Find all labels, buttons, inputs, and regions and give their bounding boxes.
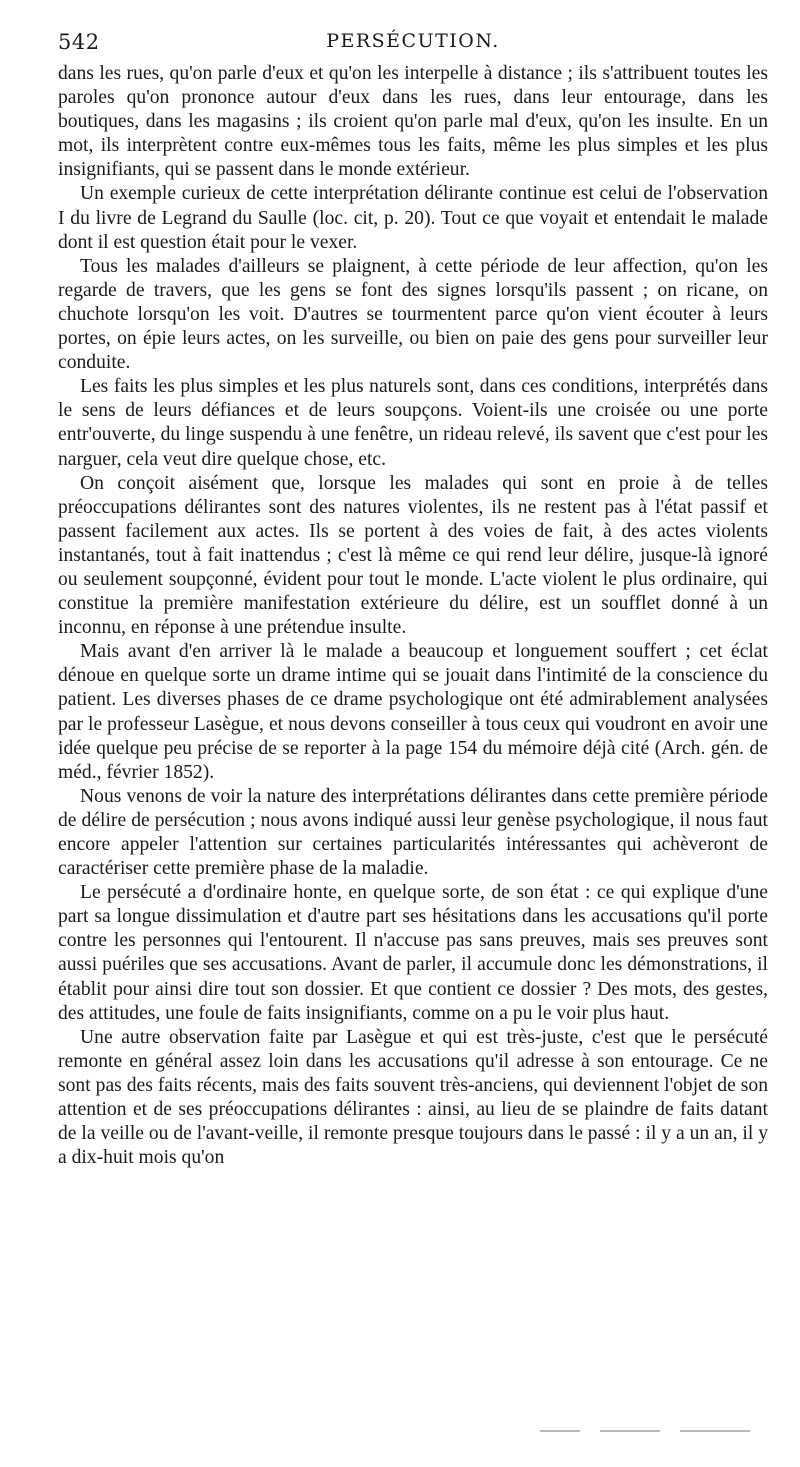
paragraph-9: Une autre observation faite par Lasègue et qui est très-juste, c'est que le persécuté remonte en général assez loin dans les accusations qu'il adresse à son entourage. Ce ne sont pas des faits récents, mais des faits souvent très-anciens, qui deviennent l'objet de son attention et de ses préoccupations délirantes : ainsi, au lieu de se plaindre de faits datant de la veille ou de l'avant-veille, il remonte presque toujours dans le passé : il y a un an, il y a dix-huit mois qu'on [58, 1026, 768, 1169]
paragraph-6: Mais avant d'en arriver là le malade a beaucoup et longuement souffert ; cet éclat dénoue en quelque sorte un drame intime qui se jouait dans l'intimité de la conscience du patient. Les diverses phases de ce drame psychologique ont été admirablement analysées par le professeur Lasègue, et nous devons conseiller à tous ceux qui voudront en avoir une idée quelque peu précise de se reporter à la page 154 du mémoire déjà cité (Arch. gén. de méd., février 1852). [58, 641, 768, 783]
body-text [58, 62, 768, 1170]
paragraph-2: Un exemple curieux de cette interprétation délirante continue est celui de l'observation I du livre de Legrand du Saulle (loc. cit, p. 20). Tout ce que voyait et entendait le malade dont il est question était pour le vexer. [58, 183, 768, 253]
bleed-through-marks [240, 1426, 760, 1438]
paragraph-5: On conçoit aisément que, lorsque les malades qui sont en proie à de telles préoccupations délirantes sont des natures violentes, ils ne restent pas à l'état passif et passent facilement aux actes. Ils se portent à des voies de fait, à des actes violents instantanés, tout à fait inattendus ; c'est là même ce qui rend leur délire, jusque-là ignoré ou seulement soupçonné, évident pour tout le monde. L'acte violent le plus ordinaire, qui constitue la première manifestation extérieure du délire, est un soufflet donné à un inconnu, en réponse à une prétendue insulte. [58, 472, 768, 639]
page-header [58, 30, 768, 58]
page-number: 542 [58, 30, 100, 54]
paragraph-7: Nous venons de voir la nature des interprétations délirantes dans cette première période de délire de persécution ; nous avons indiqué aussi leur genèse psychologique, il nous faut encore appeler l'attention sur certaines particularités intéressantes qui achèveront de caractériser cette première phase de la maladie. [58, 785, 768, 880]
paragraph-3: Tous les malades d'ailleurs se plaignent, à cette période de leur affection, qu'on les regarde de travers, que les gens se font des signes lorsqu'ils passent ; on ricane, on chuchote lorsqu'on les voit. D'autres se tourmentent parce qu'on vient écouter à leurs portes, on épie leurs actes, on les surveille, ou bien on paie des gens pour surveiller leur conduite. [58, 255, 768, 374]
running-title: PERSÉCUTION. [326, 30, 500, 52]
paragraph-1: dans les rues, qu'on parle d'eux et qu'on les interpelle à distance ; ils s'attribuent toutes les paroles qu'on prononce autour d'eux dans les rues, dans leur entourage, dans les boutiques, dans les magasins ; ils croient qu'on parle mal d'eux, qu'on les insulte. En un mot, ils interprètent contre eux-mêmes tous les faits, même les plus simples et les plus insignifiants, qui se passent dans le monde extérieur. [58, 63, 768, 181]
paragraph-8: Le persécuté a d'ordinaire honte, en quelque sorte, de son état : ce qui explique d'une part sa longue dissimulation et d'autre part ses hésitations dans les accusations qu'il porte contre les personnes qui l'entourent. Il n'accuse pas sans preuves, mais ses preuves sont aussi puériles que ses accusations. Avant de parler, il accumule donc les démonstrations, il établit pour ainsi dire tout son dossier. Et que contient ce dossier ? Des mots, des gestes, des attitudes, une foule de faits insignifiants, comme on a pu le voir plus haut. [58, 882, 768, 1024]
paragraph-4: Les faits les plus simples et les plus naturels sont, dans ces conditions, interprétés dans le sens de leurs défiances et de leurs soupçons. Voient-ils une croisée ou une porte entr'ouverte, du linge suspendu à une fenêtre, un rideau relevé, ils savent que c'est pour les narguer, cela veut dire quelque chose, etc. [58, 376, 768, 470]
